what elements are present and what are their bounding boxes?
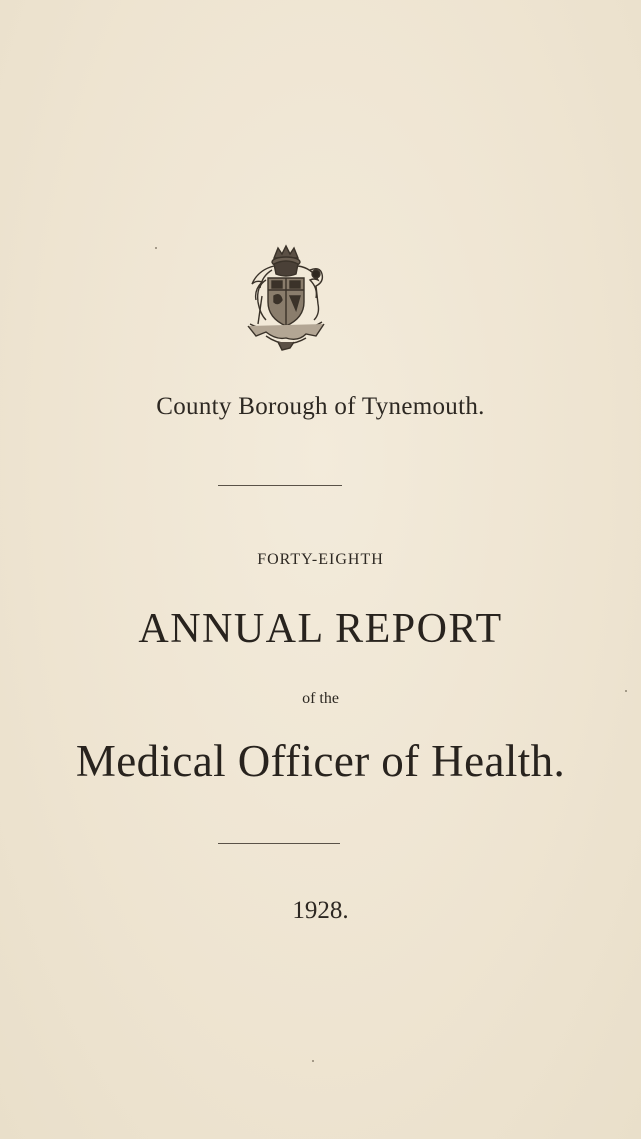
report-ordinal: FORTY-EIGHTH: [257, 551, 384, 568]
top-divider: [218, 485, 342, 486]
report-title: ANNUAL REPORT: [138, 606, 503, 652]
paper-speck: [312, 1060, 314, 1062]
report-subject: Medical Officer of Health.: [75, 736, 566, 786]
borough-name: County Borough of Tynemouth.: [156, 393, 485, 420]
paper-speck: [155, 247, 157, 249]
title-connector: of the: [302, 690, 339, 707]
paper-speck: [625, 690, 627, 692]
coat-of-arms-icon: [236, 240, 328, 352]
bottom-divider: [218, 843, 340, 844]
report-year: 1928.: [292, 897, 349, 924]
